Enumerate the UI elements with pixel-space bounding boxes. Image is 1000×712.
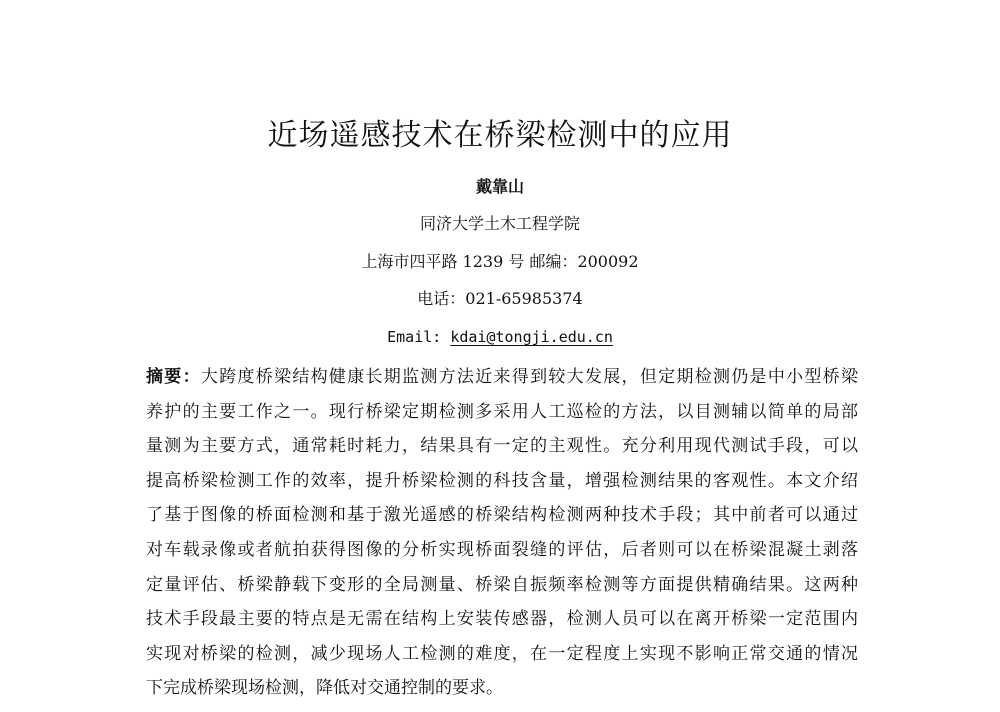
author-email [0,326,1000,348]
paper-title: 近场遥感技术在桥梁检测中的应用 [267,118,733,153]
abstract-label: 摘要： [146,367,201,387]
abstract-line: 量测为主要方式，通常耗时耗力，结果具有一定的主观性。充分利用现代测试手段，可以 [146,436,858,457]
email-link[interactable]: kdai@tongji.edu.cn [450,328,613,346]
abstract-text: 大跨度桥梁结构健康长期监测方法近来得到较大发展，但定期检测仍是中小型桥梁 [200,367,859,387]
author-affiliation: 同济大学土木工程学院 [419,214,580,233]
abstract-line: 对车载录像或者航拍获得图像的分析实现桥面裂缝的评估，后者则可以在桥梁混凝土剥落 [146,539,858,560]
author-name: 戴靠山 [475,177,524,196]
abstract-line: 了基于图像的桥面检测和基于激光遥感的桥梁结构检测两种技术手段；其中前者可以通过 [146,505,858,526]
abstract-line: 下完成桥梁现场检测，降低对交通控制的要求。 [146,678,503,699]
author-phone: 电话：021-65985374 [417,289,583,308]
abstract-line: 实现对桥梁的检测，减少现场人工检测的难度，在一定程度上实现不影响正常交通的情况 [146,643,858,664]
abstract-line: 提高桥梁检测工作的效率，提升桥梁检测的科技含量，增强检测结果的客观性。本文介绍 [146,470,858,491]
abstract-line: 养护的主要工作之一。现行桥梁定期检测多采用人工巡检的方法，以目测辅以简单的局部 [146,401,858,422]
abstract-line: 技术手段最主要的特点是无需在结构上安装传感器，检测人员可以在离开桥梁一定范围内 [146,609,858,630]
abstract-line: 定量评估、桥梁静载下变形的全局测量、桥梁自振频率检测等方面提供精确结果。这两种 [146,574,858,595]
email-label: Email: [387,328,451,346]
abstract [146,360,858,706]
author-address: 上海市四平路 1239 号 邮编：200092 [361,252,639,271]
abstract-line [146,360,858,395]
